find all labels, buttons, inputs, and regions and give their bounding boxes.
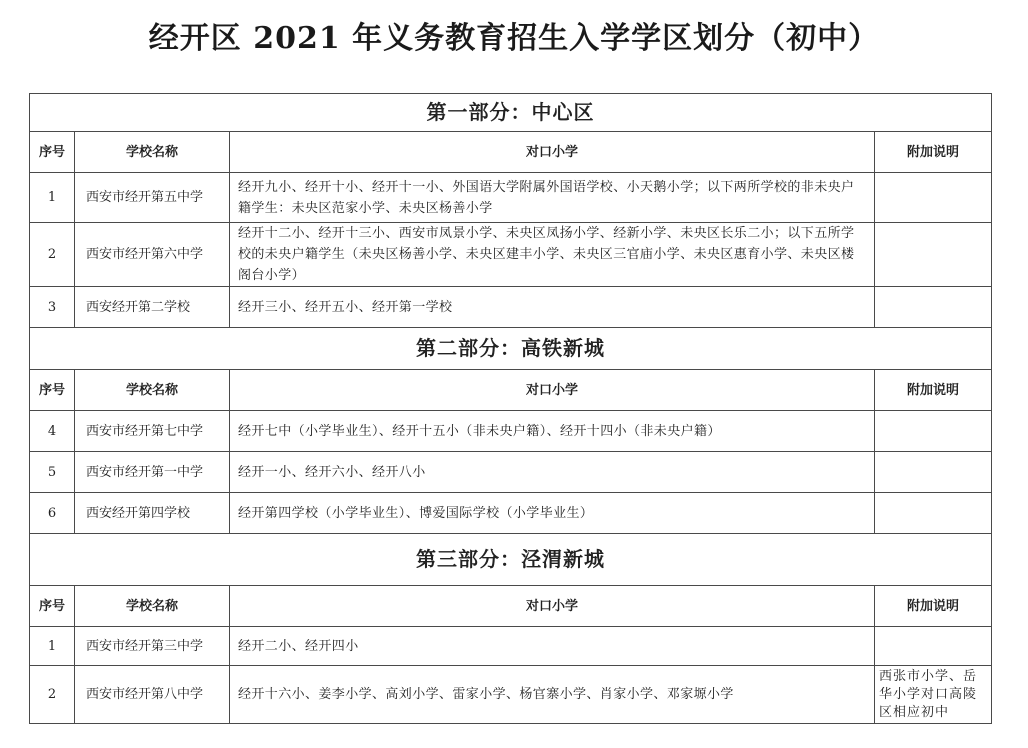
row-index: 2 [30, 223, 75, 287]
section-title: 第三部分：泾渭新城 [30, 534, 992, 586]
row-note [875, 627, 992, 666]
section-header [30, 534, 992, 586]
row-school: 西安市经开第五中学 [75, 173, 230, 223]
header-note: 附加说明 [875, 370, 992, 411]
row-note [875, 411, 992, 452]
header-feeder: 对口小学 [230, 586, 875, 627]
table-row [30, 411, 992, 452]
section-title: 第一部分：中心区 [30, 94, 992, 132]
row-school: 西安市经开第三中学 [75, 627, 230, 666]
row-note [875, 173, 992, 223]
row-index: 2 [30, 666, 75, 724]
row-feeder: 经开一小、经开六小、经开八小 [230, 452, 875, 493]
header-feeder: 对口小学 [230, 132, 875, 173]
row-school: 西安市经开第一中学 [75, 452, 230, 493]
header-school: 学校名称 [75, 132, 230, 173]
table-row [30, 493, 992, 534]
row-index: 6 [30, 493, 75, 534]
row-index: 1 [30, 173, 75, 223]
row-index: 5 [30, 452, 75, 493]
row-feeder: 经开十二小、经开十三小、西安市凤景小学、未央区凤扬小学、经新小学、未央区长乐二小；以下五所学校的未央户籍学生（未央区杨善小学、未央区建丰小学、未央区三官庙小学、未央区惠育小学、未央区楼阁台小学） [230, 223, 875, 287]
column-header-row [30, 132, 992, 173]
row-note [875, 223, 992, 287]
table-row [30, 173, 992, 223]
row-feeder: 经开二小、经开四小 [230, 627, 875, 666]
section-header [30, 328, 992, 370]
row-feeder: 经开第四学校（小学毕业生）、博爱国际学校（小学毕业生） [230, 493, 875, 534]
column-header-row [30, 586, 992, 627]
row-index: 1 [30, 627, 75, 666]
table-row [30, 627, 992, 666]
header-index: 序号 [30, 370, 75, 411]
section-header [30, 94, 992, 132]
header-note: 附加说明 [875, 586, 992, 627]
table-row [30, 223, 992, 287]
row-note [875, 287, 992, 328]
header-feeder: 对口小学 [230, 370, 875, 411]
table-row [30, 452, 992, 493]
row-feeder: 经开三小、经开五小、经开第一学校 [230, 287, 875, 328]
row-school: 西安市经开第七中学 [75, 411, 230, 452]
row-note: 西张市小学、岳华小学对口高陵区相应初中 [875, 666, 992, 724]
header-school: 学校名称 [75, 586, 230, 627]
column-header-row [30, 370, 992, 411]
row-school: 西安市经开第六中学 [75, 223, 230, 287]
row-note [875, 452, 992, 493]
document-title: 经开区 2021 年义务教育招生入学学区划分（初中） [148, 21, 880, 56]
section-title: 第二部分：高铁新城 [30, 328, 992, 370]
row-feeder: 经开九小、经开十小、经开十一小、外国语大学附属外国语学校、小天鹅小学；以下两所学校的非未央户籍学生：未央区范家小学、未央区杨善小学 [230, 173, 875, 223]
header-index: 序号 [30, 132, 75, 173]
row-school: 西安经开第二学校 [75, 287, 230, 328]
school-district-table [29, 93, 992, 724]
row-index: 3 [30, 287, 75, 328]
row-school: 西安市经开第八中学 [75, 666, 230, 724]
header-school: 学校名称 [75, 370, 230, 411]
row-note [875, 493, 992, 534]
header-note: 附加说明 [875, 132, 992, 173]
row-school: 西安经开第四学校 [75, 493, 230, 534]
header-index: 序号 [30, 586, 75, 627]
table-row [30, 666, 992, 724]
table-row [30, 287, 992, 328]
row-feeder: 经开十六小、姜李小学、高刘小学、雷家小学、杨官寨小学、肖家小学、邓家塬小学 [230, 666, 875, 724]
row-feeder: 经开七中（小学毕业生）、经开十五小（非未央户籍）、经开十四小（非未央户籍） [230, 411, 875, 452]
row-index: 4 [30, 411, 75, 452]
